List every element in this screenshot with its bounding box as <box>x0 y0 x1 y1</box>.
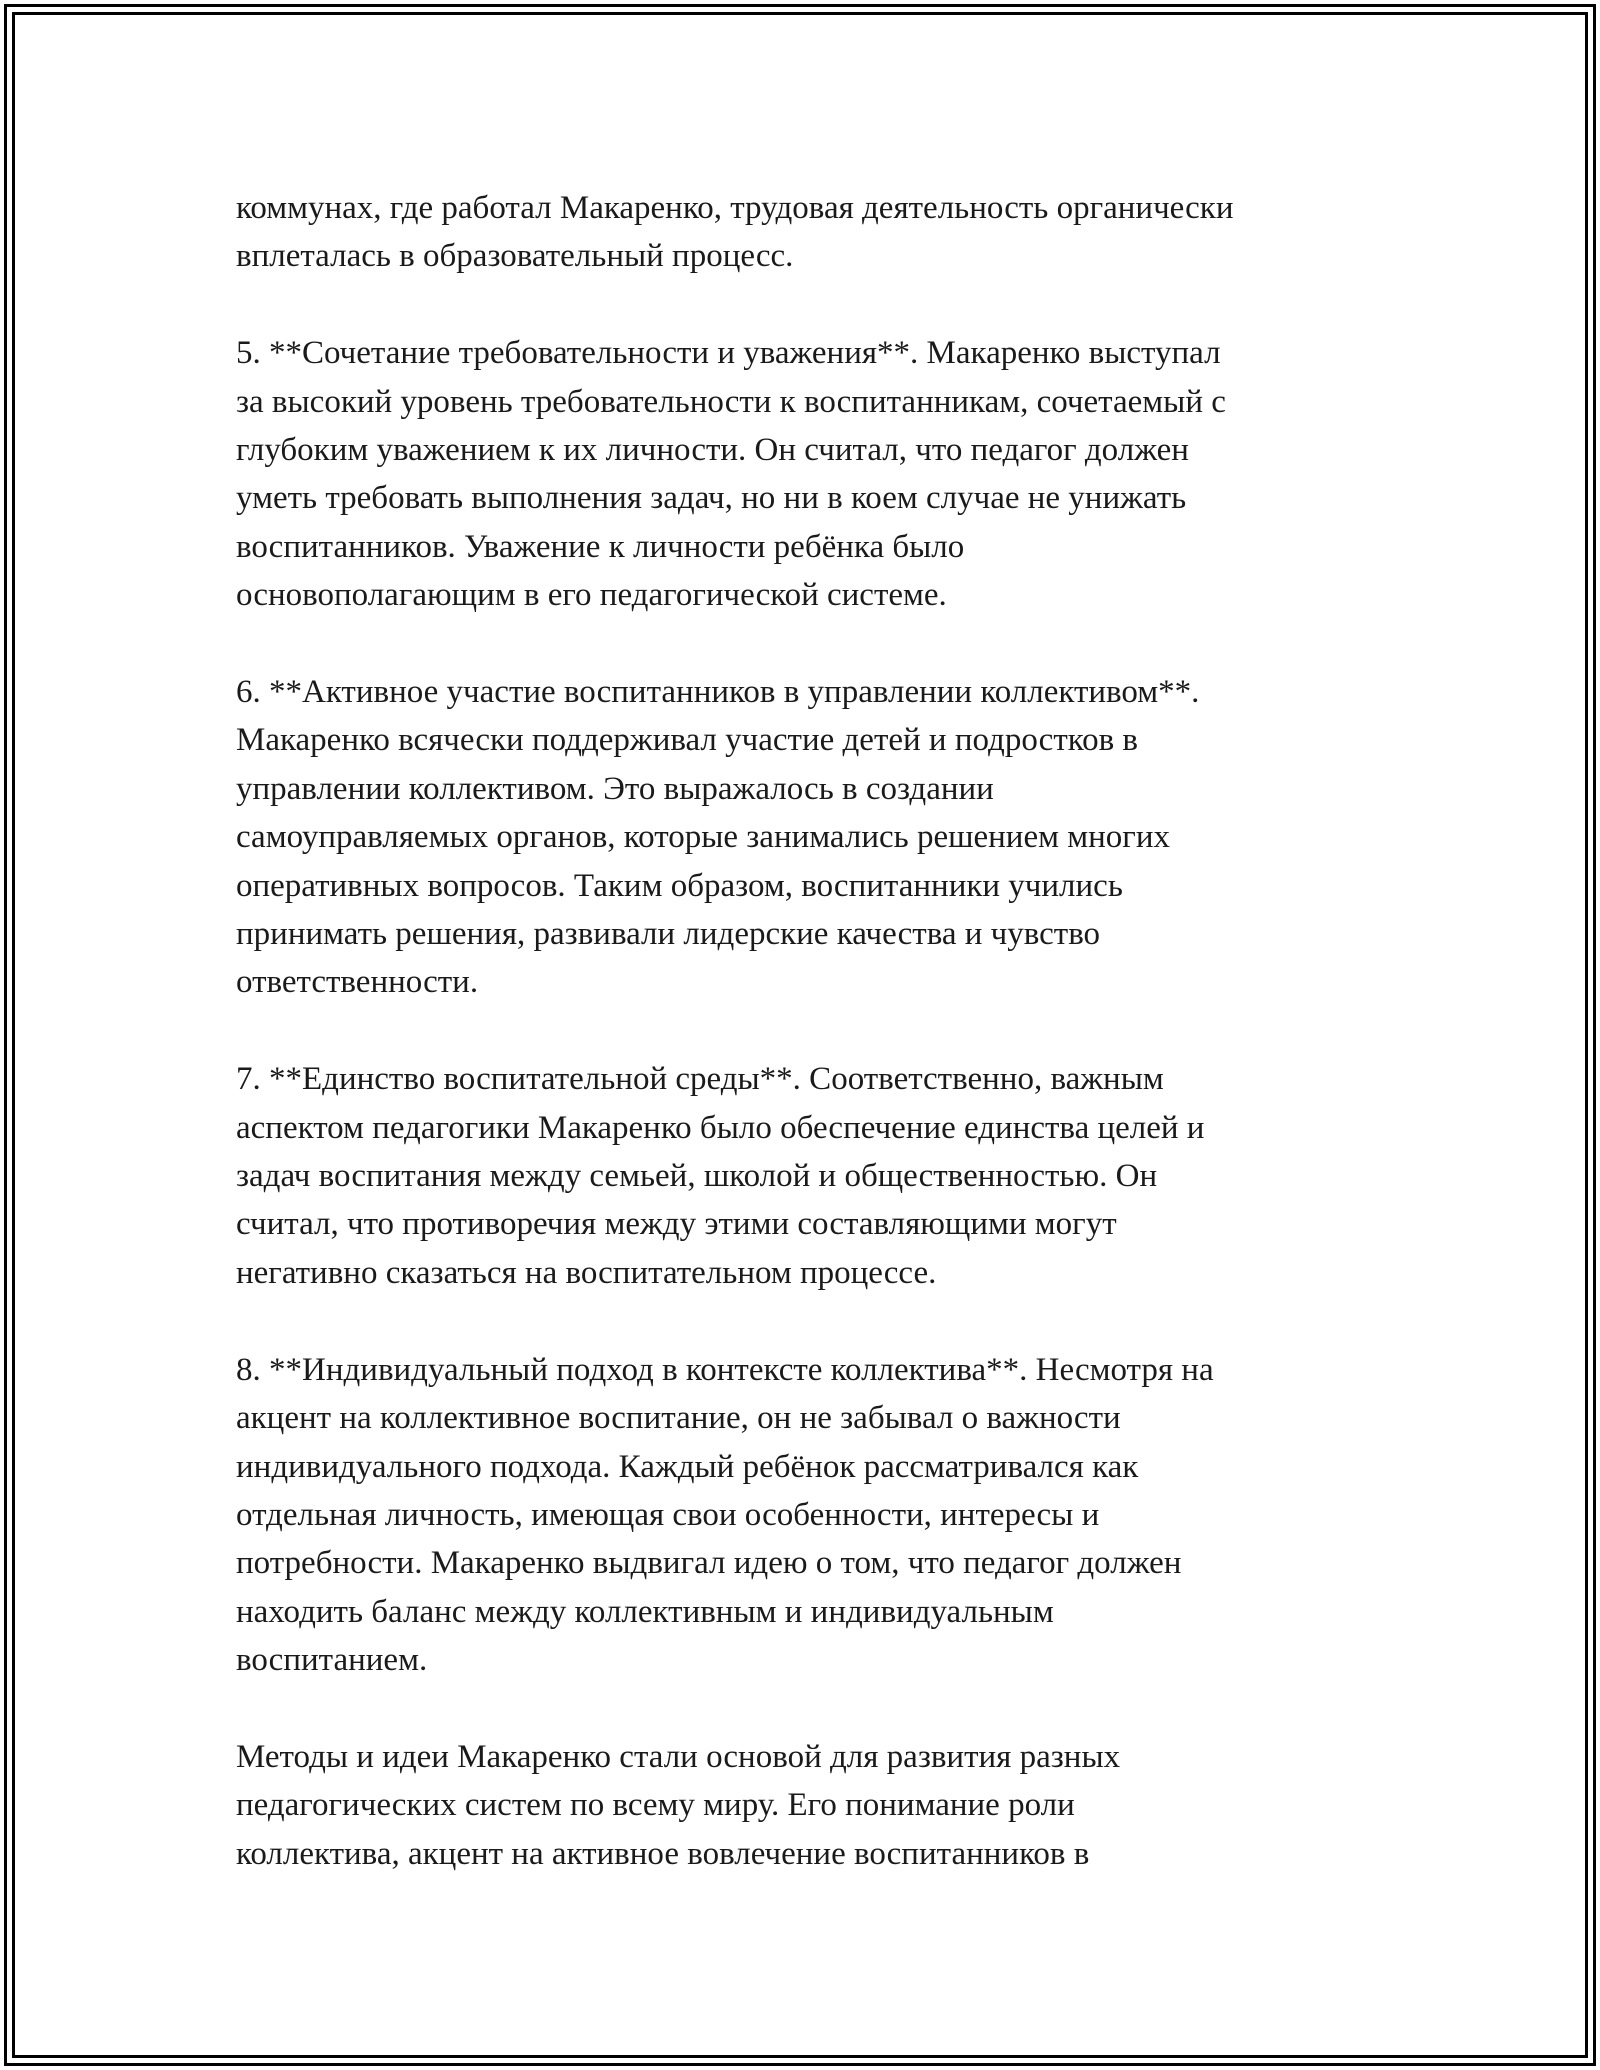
text-line: негативно сказаться на воспитательном процессе. <box>236 1254 937 1291</box>
text-line: самоуправляемых органов, которые занимались решением многих <box>236 819 1170 856</box>
text-line: Методы и идеи Макаренко стали основой для развития разных <box>236 1738 1121 1775</box>
text-line: ответственности. <box>236 964 479 1001</box>
text-line: задач воспитания между семьей, школой и общественностью. Он <box>236 1158 1158 1195</box>
text-line: оперативных вопросов. Таким образом, воспитанники учились <box>236 867 1123 904</box>
text-line: принимать решения, развивали лидерские качества и чувство <box>236 916 1101 953</box>
text-line: 7. **Единство воспитательной среды**. Соответственно, важным <box>236 1061 1164 1098</box>
text-line: за высокий уровень требовательности к воспитанникам, сочетаемый с <box>236 383 1226 420</box>
paragraph-continuation <box>236 184 1366 281</box>
text-line: 6. **Активное участие воспитанников в управлении коллективом**. <box>236 674 1200 711</box>
text-line: отдельная личность, имеющая свои особенности, интересы и <box>236 1496 1100 1533</box>
text-line: педагогических систем по всему миру. Его понимание роли <box>236 1787 1075 1824</box>
paragraph-item-7 <box>236 1055 1366 1297</box>
text-line: управлении коллективом. Это выражалось в создании <box>236 770 994 807</box>
text-line: индивидуального подхода. Каждый ребёнок рассматривался как <box>236 1448 1139 1485</box>
text-line: находить баланс между коллективным и индивидуальным <box>236 1593 1054 1630</box>
text-line: вплеталась в образовательный процесс. <box>236 238 794 275</box>
text-line: 5. **Сочетание требовательности и уважения**. Макаренко выступал <box>236 335 1221 372</box>
text-line: аспектом педагогики Макаренко было обеспечение единства целей и <box>236 1109 1205 1146</box>
text-line: основополагающим в его педагогической системе. <box>236 577 947 614</box>
text-line: потребности. Макаренко выдвигал идею о том, что педагог должен <box>236 1545 1182 1582</box>
paragraph-item-6 <box>236 668 1366 1007</box>
text-line: коммунах, где работал Макаренко, трудовая деятельность органически <box>236 190 1234 226</box>
text-line: коллектива, акцент на активное вовлечение воспитанников в <box>236 1835 1090 1872</box>
text-line: считал, что противоречия между этими составляющими могут <box>236 1206 1117 1243</box>
text-line: воспитанием. <box>236 1642 428 1679</box>
paragraph-item-5 <box>236 329 1366 619</box>
text-line: воспитанников. Уважение к личности ребёнка было <box>236 528 965 565</box>
text-line: 8. **Индивидуальный подход в контексте коллектива**. Несмотря на <box>236 1351 1214 1388</box>
paragraph-item-8 <box>236 1346 1366 1685</box>
text-line: глубоким уважением к их личности. Он считал, что педагог должен <box>236 432 1189 469</box>
text-line: уметь требовать выполнения задач, но ни в коем случае не унижать <box>236 480 1187 517</box>
text-line: Макаренко всячески поддерживал участие детей и подростков в <box>236 722 1139 759</box>
paragraph-conclusion <box>236 1733 1366 1878</box>
document-body <box>236 184 1366 1878</box>
text-line: акцент на коллективное воспитание, он не забывал о важности <box>236 1400 1121 1437</box>
